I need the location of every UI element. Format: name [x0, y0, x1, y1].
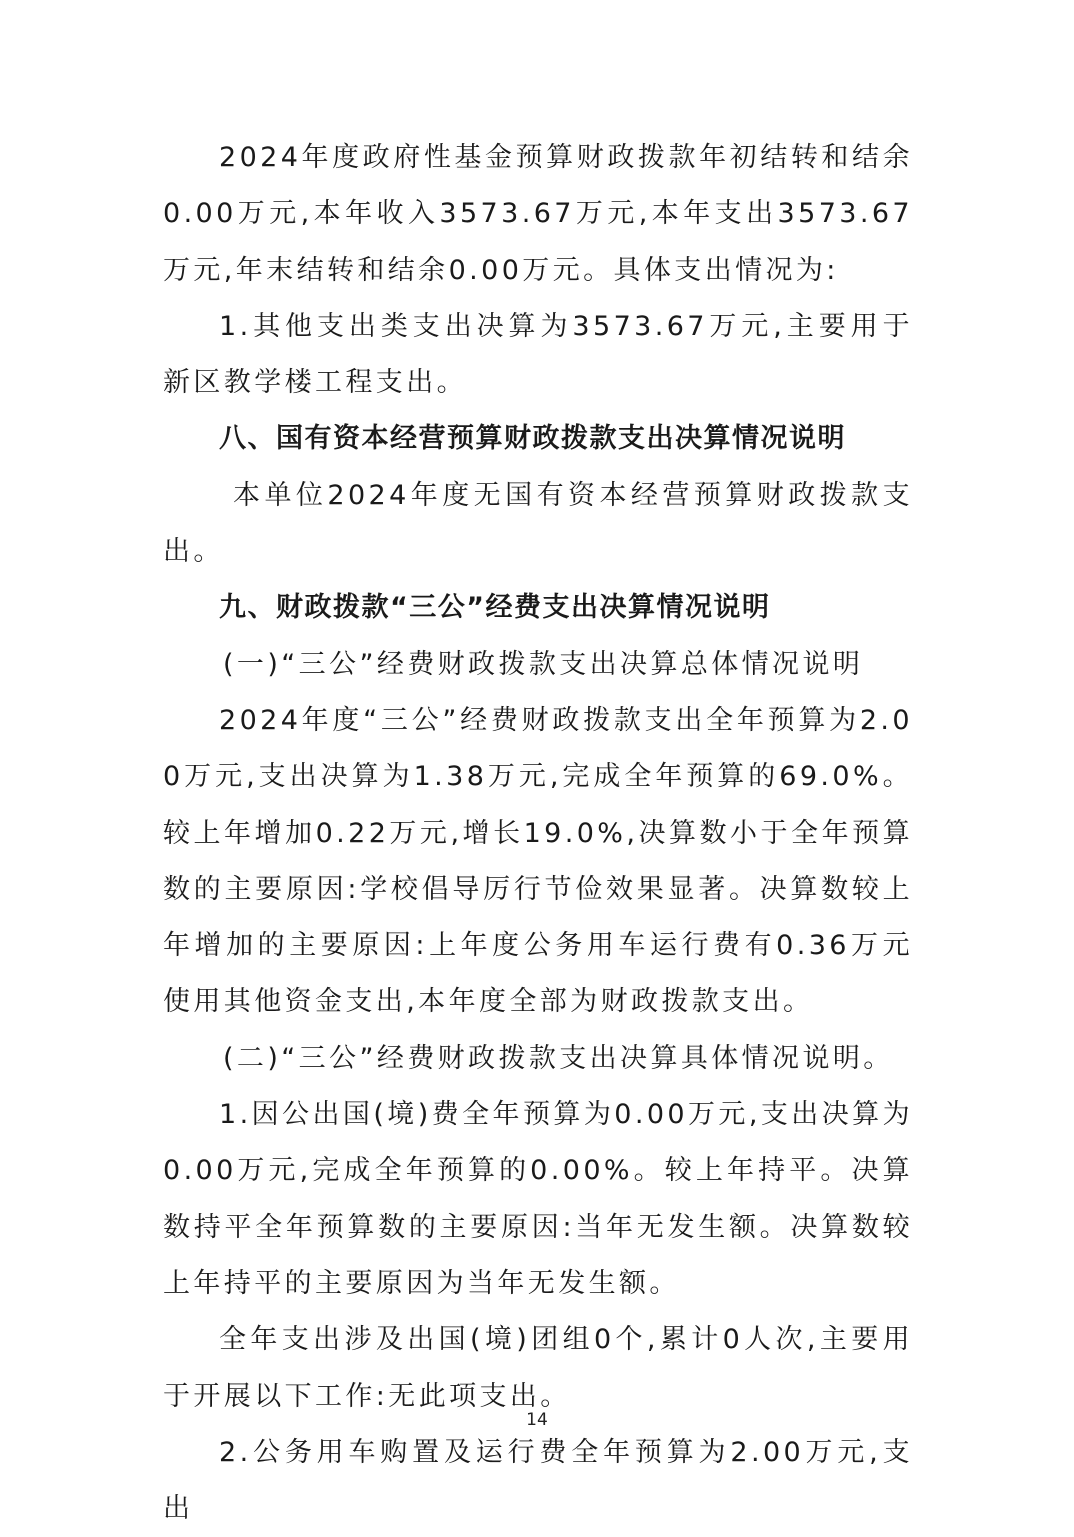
paragraph-overseas-groups: 全年支出涉及出国(境)团组0个,累计0人次,主要用于开展以下工作:无此项支出。: [163, 1324, 913, 1412]
paragraph-overseas-travel: 1.因公出国(境)费全年预算为0.00万元,支出决算为0.00万元,完成全年预算的0.00%。较上年持平。决算数持平全年预算数的主要原因:当年无发生额。决算数较上年持平的主要原因为当年无发生额。: [163, 1099, 913, 1299]
section-heading-9: 九、财政拨款“三公”经费支出决算情况说明: [219, 592, 771, 624]
section-heading-8: 八、国有资本经营预算财政拨款支出决算情况说明: [219, 423, 846, 455]
paragraph-gov-fund-summary: 2024年度政府性基金预算财政拨款年初结转和结余0.00万元,本年收入3573.67万元,本年支出3573.67万元,年末结转和结余0.00万元。具体支出情况为:: [163, 142, 913, 286]
paragraph-three-public-overall: 2024年度“三公”经费财政拨款支出全年预算为2.00万元,支出决算为1.38万元,完成全年预算的69.0%。较上年增加0.22万元,增长19.0%,决算数小于全年预算数的主要原因:学校倡导厉行节俭效果显著。决算数较上年增加的主要原因:上年度公务用车运行费有0.36万元使用其他资金支出,本年度全部为财政拨款支出。: [163, 704, 913, 1018]
page-number: 14: [526, 1410, 548, 1430]
paragraph-vehicle-costs: 2.公务用车购置及运行费全年预算为2.00万元,支出: [163, 1436, 913, 1525]
subsection-heading-9-2: (二)“三公”经费财政拨款支出决算具体情况说明。: [223, 1042, 894, 1074]
paragraph-other-expenditure: 1.其他支出类支出决算为3573.67万元,主要用于新区教学楼工程支出。: [163, 310, 913, 399]
paragraph-state-capital: 本单位2024年度无国有资本经营预算财政拨款支出。: [163, 479, 913, 568]
document-body: [163, 130, 913, 1537]
subsection-heading-9-1: (一)“三公”经费财政拨款支出决算总体情况说明: [223, 648, 864, 680]
